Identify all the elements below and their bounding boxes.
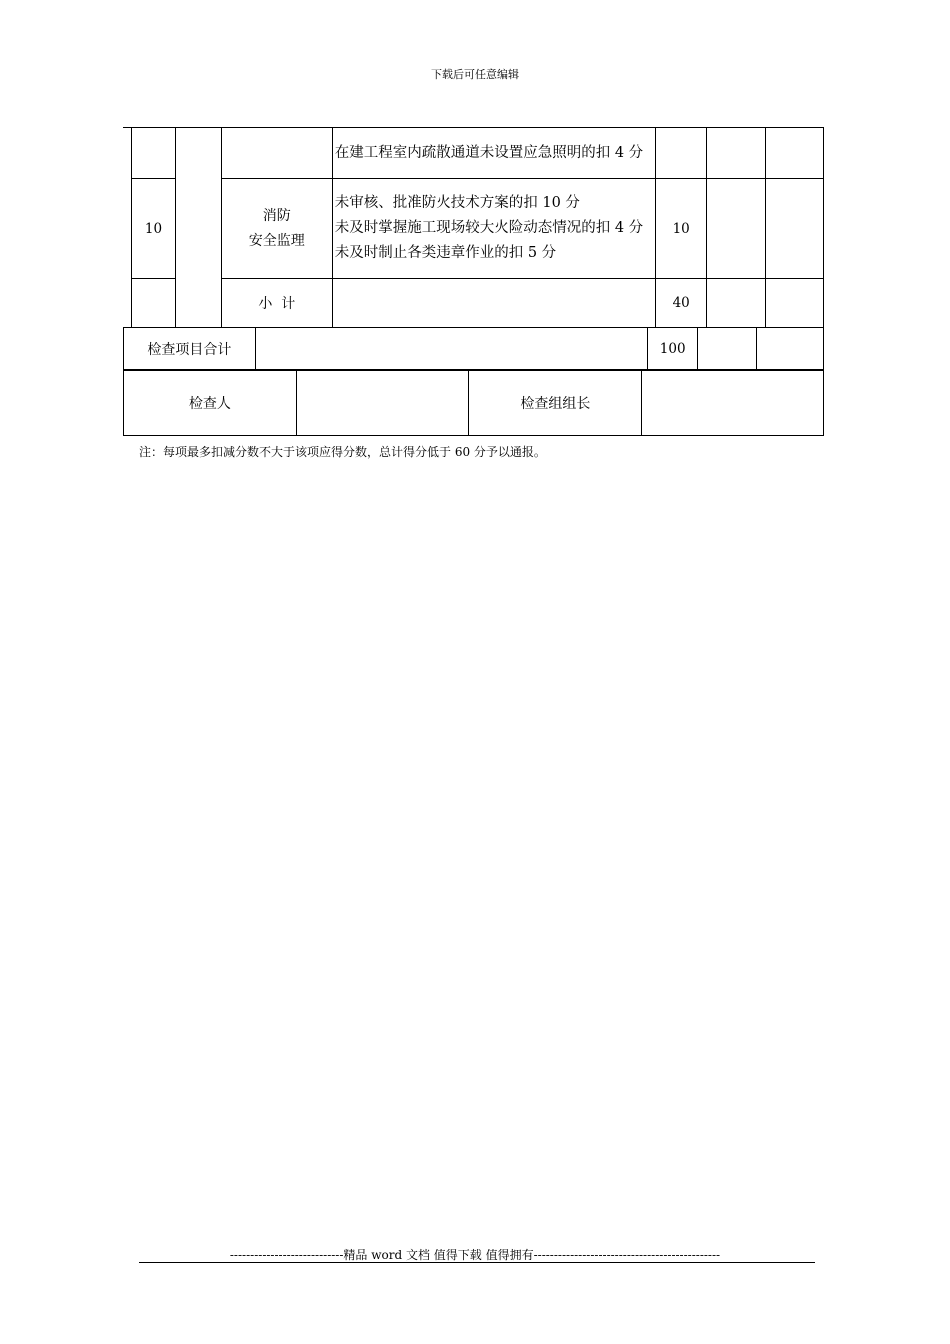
inspector-signature-field[interactable] bbox=[296, 371, 469, 436]
deduction-criteria bbox=[332, 179, 655, 279]
inspector-label: 检查人 bbox=[124, 371, 297, 436]
footnote: 注：每项最多扣减分数不大于该项应得分数，总计得分低于 60 分予以通报。 bbox=[139, 445, 546, 459]
table-corner-tick bbox=[123, 127, 131, 128]
category-cell bbox=[175, 128, 221, 328]
page-footer: ----------------------------精品 word 文档 值得下载 值得拥有---------------------------------------------- bbox=[229, 1248, 721, 1262]
criteria-line: 未及时掌握施工现场较大火险动态情况的扣 4 分 bbox=[334, 220, 644, 236]
deduction-criteria: 在建工程室内疏散通道未设置应急照明的扣 4 分 bbox=[332, 128, 655, 179]
score-cell bbox=[656, 128, 707, 179]
group-leader-signature-field[interactable] bbox=[642, 371, 824, 436]
deduction-cell bbox=[707, 128, 766, 179]
subtotal-score: 40 bbox=[656, 279, 707, 328]
deduction-cell bbox=[707, 279, 766, 328]
check-item-line1: 消防 bbox=[262, 207, 291, 224]
actual-score-cell bbox=[766, 279, 824, 328]
criteria-line: 未审核、批准防火技术方案的扣 10 分 bbox=[334, 195, 580, 211]
seq-cell bbox=[132, 128, 176, 179]
table-row bbox=[132, 179, 824, 279]
criteria-cell bbox=[332, 279, 655, 328]
seq-number: 10 bbox=[132, 179, 176, 279]
criteria-line: 未及时制止各类违章作业的扣 5 分 bbox=[334, 245, 557, 261]
total-label: 检查项目合计 bbox=[124, 328, 256, 370]
page-header: 下载后可任意编辑 bbox=[431, 68, 519, 81]
total-deduction-cell bbox=[698, 328, 757, 370]
table-row bbox=[132, 128, 824, 179]
inspection-table-upper bbox=[131, 127, 824, 328]
actual-score-cell bbox=[766, 179, 824, 279]
group-leader-label: 检查组组长 bbox=[469, 371, 642, 436]
check-item bbox=[221, 179, 332, 279]
deduction-cell bbox=[707, 179, 766, 279]
table-row bbox=[132, 279, 824, 328]
subtotal-label: 小 计 bbox=[221, 279, 332, 328]
seq-cell bbox=[132, 279, 176, 328]
item-cell bbox=[221, 128, 332, 179]
total-table bbox=[123, 327, 824, 370]
actual-score-cell bbox=[766, 128, 824, 179]
total-blank-cell bbox=[255, 328, 647, 370]
item-score: 10 bbox=[656, 179, 707, 279]
check-item-line2: 安全监理 bbox=[248, 232, 305, 249]
total-actual-cell bbox=[757, 328, 824, 370]
footer-divider bbox=[139, 1262, 815, 1263]
total-row bbox=[124, 328, 824, 370]
signature-table bbox=[123, 370, 824, 436]
total-score: 100 bbox=[648, 328, 698, 370]
signature-row bbox=[124, 371, 824, 436]
